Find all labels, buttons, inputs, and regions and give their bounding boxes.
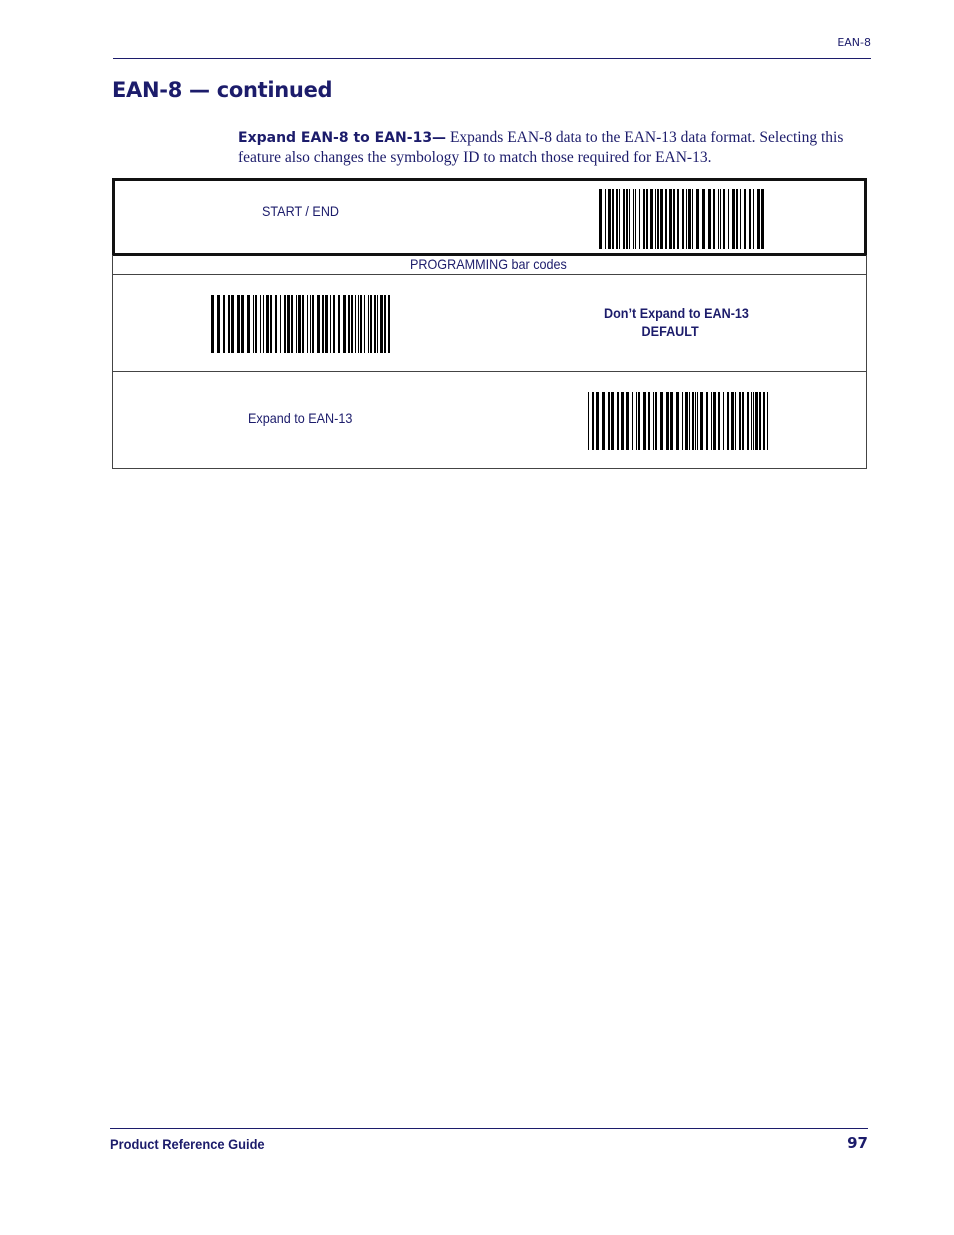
header-divider bbox=[113, 58, 871, 59]
footer-divider bbox=[110, 1128, 868, 1129]
start-end-label: START / END bbox=[262, 203, 340, 219]
section-tag: EAN-8 bbox=[837, 36, 871, 49]
option-row-expand bbox=[112, 371, 867, 469]
page-number: 97 bbox=[847, 1134, 868, 1152]
option-label: Don’t Expand to EAN-13 bbox=[604, 305, 749, 321]
dont-expand-barcode[interactable] bbox=[211, 295, 391, 353]
programming-caption: PROGRAMMING bar codes bbox=[410, 256, 567, 272]
default-badge: DEFAULT bbox=[641, 323, 699, 339]
intro-text: Expands EAN-8 data to the EAN-13 data format. Selecting this feature also changes the symbology ID to match those required for EAN-13. bbox=[238, 129, 844, 166]
intro-paragraph bbox=[238, 128, 863, 168]
start-end-row bbox=[112, 178, 867, 256]
intro-lead: Expand EAN-8 to EAN-13— bbox=[238, 130, 447, 146]
footer-guide-title: Product Reference Guide bbox=[110, 1136, 265, 1152]
caption-row bbox=[112, 255, 867, 275]
start-end-barcode[interactable] bbox=[599, 189, 764, 249]
expand-barcode[interactable] bbox=[588, 392, 768, 450]
barcode-table bbox=[112, 178, 867, 470]
expand-label: Expand to EAN-13 bbox=[248, 410, 353, 426]
dont-expand-label bbox=[604, 304, 749, 340]
option-row-dont-expand bbox=[112, 274, 867, 372]
page-title: EAN-8 — continued bbox=[112, 78, 333, 102]
